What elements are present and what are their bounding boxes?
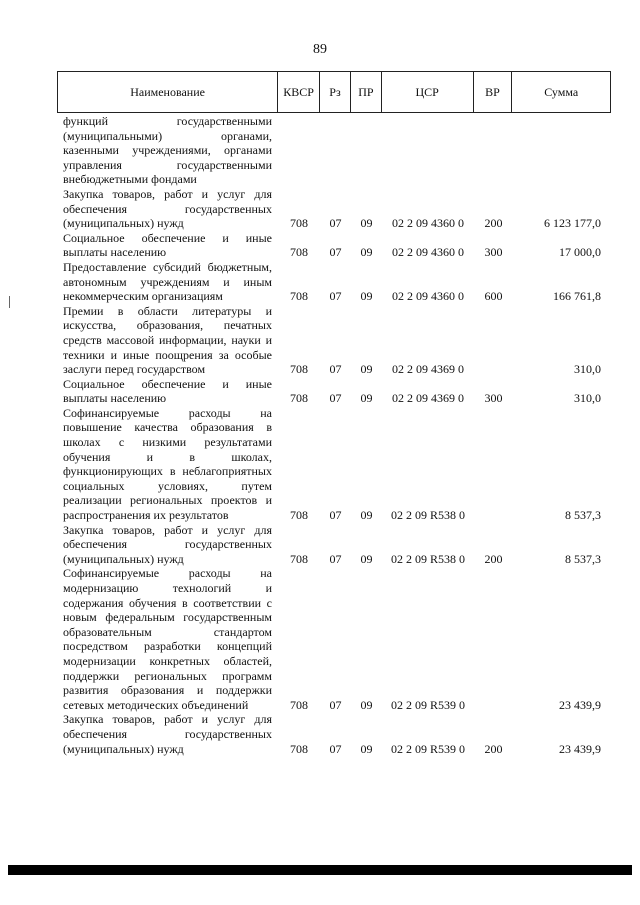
row-rz: 07 [329, 216, 342, 231]
row-csr: 02 2 09 R539 0 [390, 741, 465, 756]
row-csr: 02 2 09 4369 0 [392, 362, 464, 377]
row-csr: 02 2 09 4369 0 [392, 391, 464, 406]
row-sum: 8 537,3 [565, 551, 601, 566]
row-vr: 300 [484, 245, 503, 260]
row-rz: 07 [329, 741, 342, 756]
row-csr: 02 2 09 R539 0 [390, 697, 465, 712]
table-row [57, 377, 611, 406]
row-name: Социальное обеспечение и иные выплаты населению [63, 376, 272, 406]
row-kvsr: 708 [290, 508, 308, 523]
row-kvsr: 708 [290, 741, 308, 756]
row-sum: 23 439,9 [559, 697, 601, 712]
row-csr: 02 2 09 4360 0 [392, 289, 464, 304]
row-pr: 09 [360, 362, 373, 377]
page-number: 89 [313, 42, 327, 57]
row-sum: 310,0 [574, 391, 601, 406]
header-pr: ПР [351, 72, 382, 112]
row-rz: 07 [329, 697, 342, 712]
scan-bottom-edge [8, 865, 632, 875]
table-row [57, 260, 611, 304]
row-name: функций государственными (муниципальными) органами, казенными учреждениями, органами управления государственными внебюджетными фондами [63, 114, 272, 187]
row-name: Софинансируемые расходы на повышение качества образования в школах с низкими результатами обучения и в школах, функционирующих в неблагоприятных социальных условиях, путем реализации региональных проектов и распространения их результатов [63, 405, 272, 523]
row-rz: 07 [329, 551, 342, 566]
row-kvsr: 708 [290, 216, 308, 231]
row-csr: 02 2 09 R538 0 [390, 508, 465, 523]
table-row [57, 187, 611, 231]
row-rz: 07 [329, 508, 342, 523]
header-rz: Рз [320, 72, 351, 112]
row-kvsr: 708 [290, 362, 308, 377]
row-vr: 200 [484, 216, 503, 231]
row-csr: 02 2 09 4360 0 [392, 245, 464, 260]
row-kvsr: 708 [290, 391, 308, 406]
row-name: Предоставление субсидий бюджетным, автономным учреждениям и иным некоммерческим организациям [63, 259, 272, 304]
header-sum: Сумма [544, 84, 579, 99]
table-row [57, 406, 611, 523]
row-kvsr: 708 [290, 697, 308, 712]
table-row [57, 712, 611, 756]
row-kvsr: 708 [290, 289, 308, 304]
row-pr: 09 [360, 289, 373, 304]
row-csr: 02 2 09 R538 0 [390, 551, 465, 566]
row-vr: 300 [484, 391, 503, 406]
table-row [57, 231, 611, 260]
table-body [57, 114, 611, 756]
row-sum: 17 000,0 [559, 245, 601, 260]
table-row [57, 114, 611, 187]
row-pr: 09 [360, 551, 373, 566]
row-rz: 07 [329, 391, 342, 406]
row-sum: 310,0 [574, 362, 601, 377]
scan-margin-mark [9, 296, 10, 308]
row-kvsr: 708 [290, 551, 308, 566]
row-pr: 09 [360, 391, 373, 406]
header-vr: ВР [474, 72, 513, 112]
row-sum: 23 439,9 [559, 741, 601, 756]
row-pr: 09 [360, 508, 373, 523]
row-pr: 09 [360, 741, 373, 756]
row-sum: 6 123 177,0 [544, 216, 601, 231]
table-row [57, 304, 611, 377]
row-rz: 07 [329, 245, 342, 260]
row-pr: 09 [360, 697, 373, 712]
row-vr: 200 [484, 551, 503, 566]
row-pr: 09 [360, 216, 373, 231]
table-header [57, 71, 611, 113]
row-name: Закупка товаров, работ и услуг для обеспечения государственных (муниципальных) нужд [63, 522, 272, 566]
row-rz: 07 [329, 362, 342, 377]
row-name: Закупка товаров, работ и услуг для обеспечения государственных (муниципальных) нужд [63, 712, 272, 756]
header-kvsr: КВСР [278, 72, 320, 112]
row-sum: 8 537,3 [565, 508, 601, 523]
row-kvsr: 708 [290, 245, 308, 260]
row-name: Премии в области литературы и искусства, образования, печатных средств массовой информации, науки и техники и иные поощрения за особые заслуги перед государством [63, 303, 272, 377]
row-name: Закупка товаров, работ и услуг для обеспечения государственных (муниципальных) нужд [63, 186, 272, 231]
row-pr: 09 [360, 245, 373, 260]
row-name: Социальное обеспечение и иные выплаты населению [63, 230, 272, 260]
header-name: Наименование [58, 72, 278, 112]
row-sum: 166 761,8 [553, 289, 601, 304]
row-name: Софинансируемые расходы на модернизацию технологий и содержания обучения в соответствии с новым федеральным государственным образовательным стандартом посредством разработки концепций модернизации конкретных областей, поддержки региональных программ развития образования и поддержки сетевых методических объединений [63, 566, 272, 712]
row-csr: 02 2 09 4360 0 [392, 216, 464, 231]
table-row [57, 566, 611, 712]
header-csr: ЦСР [382, 72, 474, 112]
row-rz: 07 [329, 289, 342, 304]
row-vr: 600 [484, 289, 503, 304]
table-row [57, 523, 611, 567]
row-vr: 200 [484, 741, 503, 756]
